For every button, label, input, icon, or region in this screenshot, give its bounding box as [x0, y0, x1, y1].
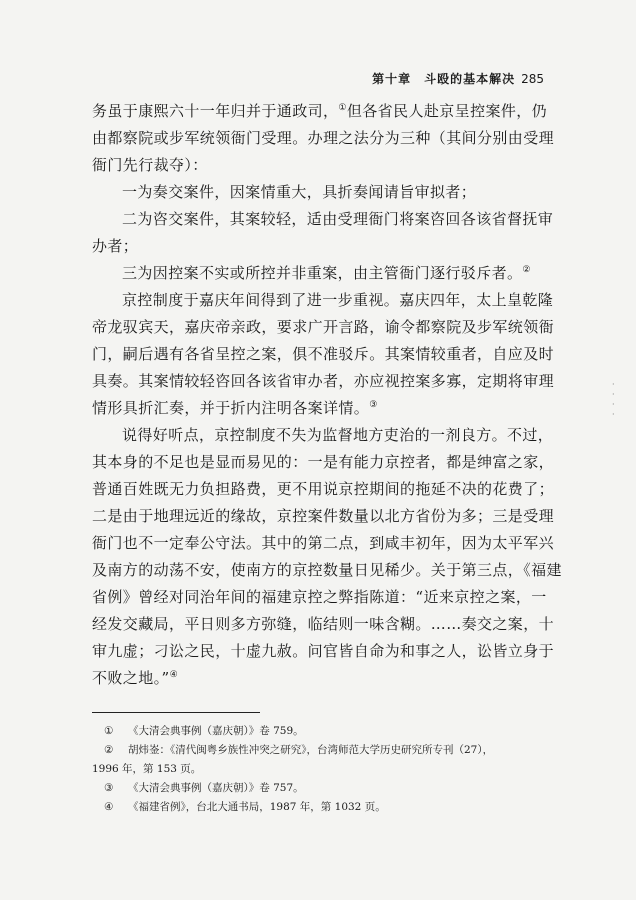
footnote-text: 1996 年，第 153 页。 — [92, 763, 202, 775]
footnote-text: 胡炜崟：《清代闽粤乡族性冲突之研究》，台湾师范大学历史研究所专刊（27）， — [128, 744, 494, 756]
footnote-divider — [92, 712, 260, 713]
paragraph-1-cont: 但各省民人赴京呈控案件，仍由都察院或步军统领衙门受理。办理之法分为三种（其间分别由受理衙门先行裁夺）： — [92, 102, 555, 174]
footnote-number: ① — [104, 725, 114, 737]
footnote-number: ② — [104, 744, 114, 756]
paragraph-6-text: 说得好听点，京控制度不失为监督地方吏治的一剂良方。不过，其本身的不足也是显而易见的：一是有能力京控者，都是绅富之家，普通百姓既无力负担路费，更不用说京控期间的拖延不决的花费了；二是由于地理远近的缘故，京控案件数量以北方省份为多；三是受理衙门也不一定奉公守法。其中的第二点，到咸丰初年，因为太平军兴及南方的动荡不安，使南方的京控数量日见稀少。关于第三点，《福建省例》曾经对同治年间的福建京控之弊指陈道：“近来京控之案，一经发交藏局，平日则多方弥缝，临结则一味含糊。……奏交之案，十审九虚；刁讼之民，十虚九赦。问官皆自命为和事之人，讼皆立身于不败之地。” — [92, 426, 562, 687]
paragraph-2: 一为奏交案件，因案情重大，具折奏闻请旨审拟者； — [122, 183, 477, 201]
footnote-ref-3: ③ — [369, 400, 378, 410]
chapter-title: 第十章 斗殴的基本解决 — [372, 72, 516, 86]
margin-marks: · · · · — [612, 380, 615, 419]
paragraph-1-text: 务虽于康熙六十一年归并于通政司， — [92, 102, 339, 120]
footnote-text: 《大清会典事例（嘉庆朝）》卷 759。 — [128, 725, 304, 737]
footnote-2 — [92, 741, 562, 760]
paragraph-6 — [92, 422, 562, 692]
page-number: 285 — [521, 72, 544, 86]
paragraph-5-text: 京控制度于嘉庆年间得到了进一步重视。嘉庆四年，太上皇乾隆帝龙驭宾天，嘉庆帝亲政，要求广开言路，谕令都察院及步军统领衙门，嗣后遇有各省呈控之案，俱不准驳斥。其案情较重者，自应及时具奏。其案情较轻咨回各该省审办者，亦应视控案多寡，定期将审理情形具折汇奏，并于折内注明各案详情。 — [92, 291, 555, 417]
running-header — [372, 70, 544, 87]
footnote-number: ③ — [104, 782, 114, 794]
footnote-1 — [92, 722, 562, 741]
footnotes — [92, 722, 562, 817]
footnote-text: 《福建省例》，台北大通书局，1987 年，第 1032 页。 — [128, 801, 386, 813]
paragraph-1 — [92, 98, 562, 179]
footnote-3 — [92, 779, 562, 798]
paragraph-4-text: 三为因控案不实或所控并非重案，由主管衙门逐行驳斥者。 — [122, 264, 523, 282]
footnote-text: 《大清会典事例（嘉庆朝）》卷 757。 — [128, 782, 304, 794]
footnote-2-cont — [92, 760, 562, 779]
paragraph-4 — [92, 260, 562, 287]
footnote-4 — [92, 798, 562, 817]
footnote-ref-1: ① — [338, 103, 347, 113]
paragraph-5 — [92, 287, 562, 422]
paragraph-3: 二为咨交案件，其案较轻，适由受理衙门将案咨回各该省督抚审办者； — [92, 210, 554, 255]
footnote-ref-4: ④ — [169, 670, 179, 680]
footnote-number: ④ — [104, 801, 114, 813]
footnote-ref-2: ② — [522, 265, 531, 275]
body-text — [92, 98, 562, 692]
